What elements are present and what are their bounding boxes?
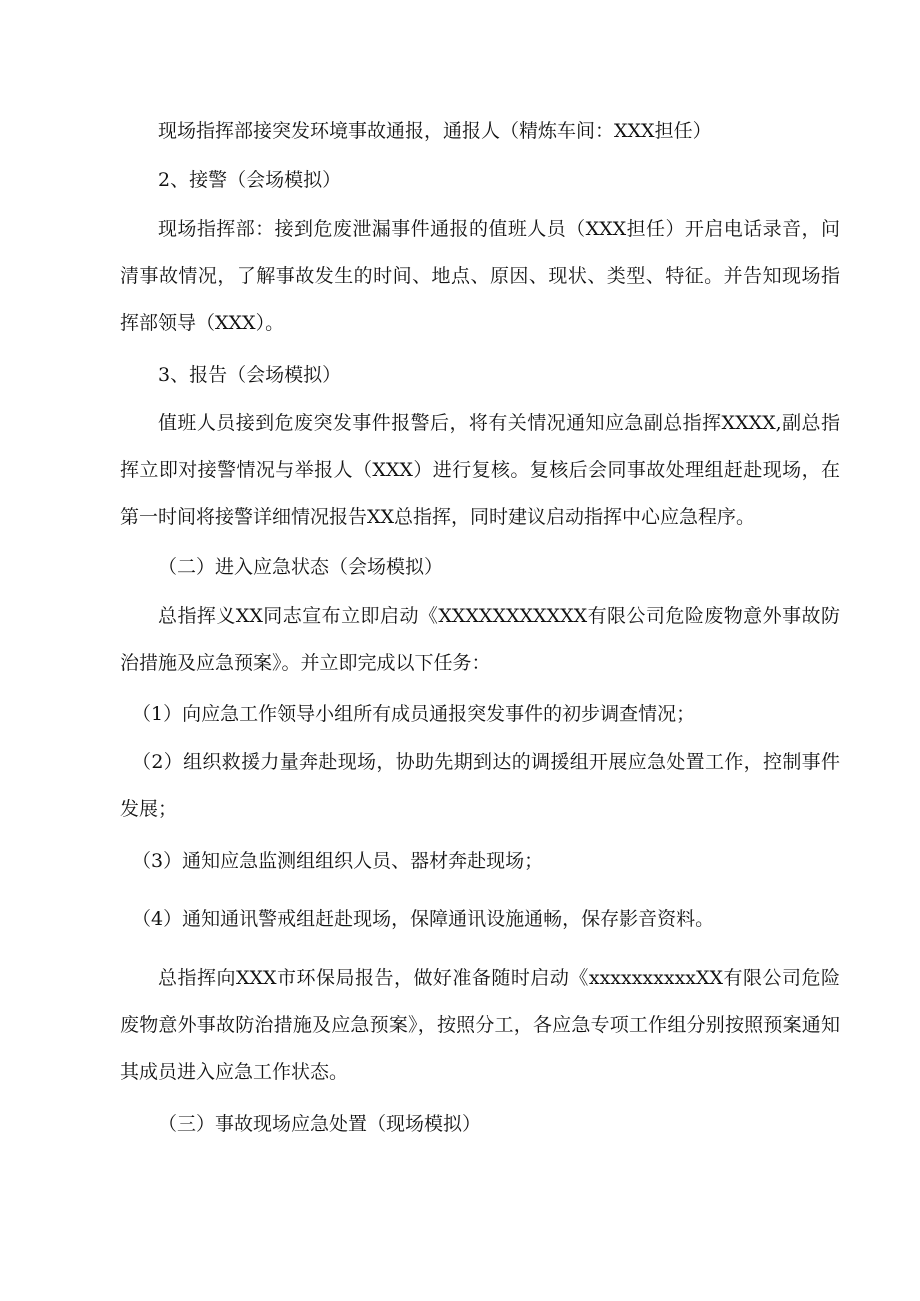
heading-onsite-response: （三）事故现场应急处置（现场模拟） bbox=[158, 1113, 482, 1135]
paragraph-report-notice: 现场指挥部接突发环境事故通报，通报人（精炼车间：XXX担任） bbox=[158, 120, 712, 142]
heading-report: 3、报告（会场模拟） bbox=[158, 364, 342, 386]
heading-emergency-state: （二）进入应急状态（会场模拟） bbox=[158, 556, 444, 578]
paragraph-receive-alarm: 现场指挥部：接到危废泄漏事件通报的值班人员（XXX担任）开启电话录音，问清事故情况，了解事故发生的时间、地点、原因、现状、类型、特征。并告知现场指挥部领导（XXX）。 bbox=[120, 218, 840, 334]
paragraph-report-bureau: 总指挥向XXX市环保局报告，做好准备随时启动《xxxxxxxxxxXX有限公司危险废物意外事故防治措施及应急预案》，按照分工，各应急专项工作组分别按照预案通知其成员进入应急工作状态。 bbox=[120, 967, 840, 1083]
heading-receive-alarm: 2、接警（会场模拟） bbox=[158, 169, 342, 191]
paragraph-report: 值班人员接到危废突发事件报警后，将有关情况通知应急副总指挥XXXX,副总指挥立即对接警情况与举报人（XXX）进行复核。复核后会同事故处理组赶赴现场，在第一时间将接警详细情况报告XX总指挥，同时建议启动指挥中心应急程序。 bbox=[120, 412, 840, 528]
task-item-1: （1）向应急工作领导小组所有成员通报突发事件的初步调查情况； bbox=[132, 703, 696, 725]
paragraph-emergency-start: 总指挥义XX同志宣布立即启动《XXXXXXXXXXX有限公司危险废物意外事故防治措施及应急预案》。并立即完成以下任务： bbox=[120, 605, 840, 674]
task-item-3: （3）通知应急监测组组织人员、器材奔赴现场； bbox=[132, 850, 544, 872]
task-item-2: （2）组织救援力量奔赴现场，协助先期到达的调援组开展应急处置工作，控制事件发展； bbox=[120, 751, 840, 820]
task-item-4: （4）通知通讯警戒组赶赴现场，保障通讯设施通畅，保存影音资料。 bbox=[132, 908, 715, 930]
